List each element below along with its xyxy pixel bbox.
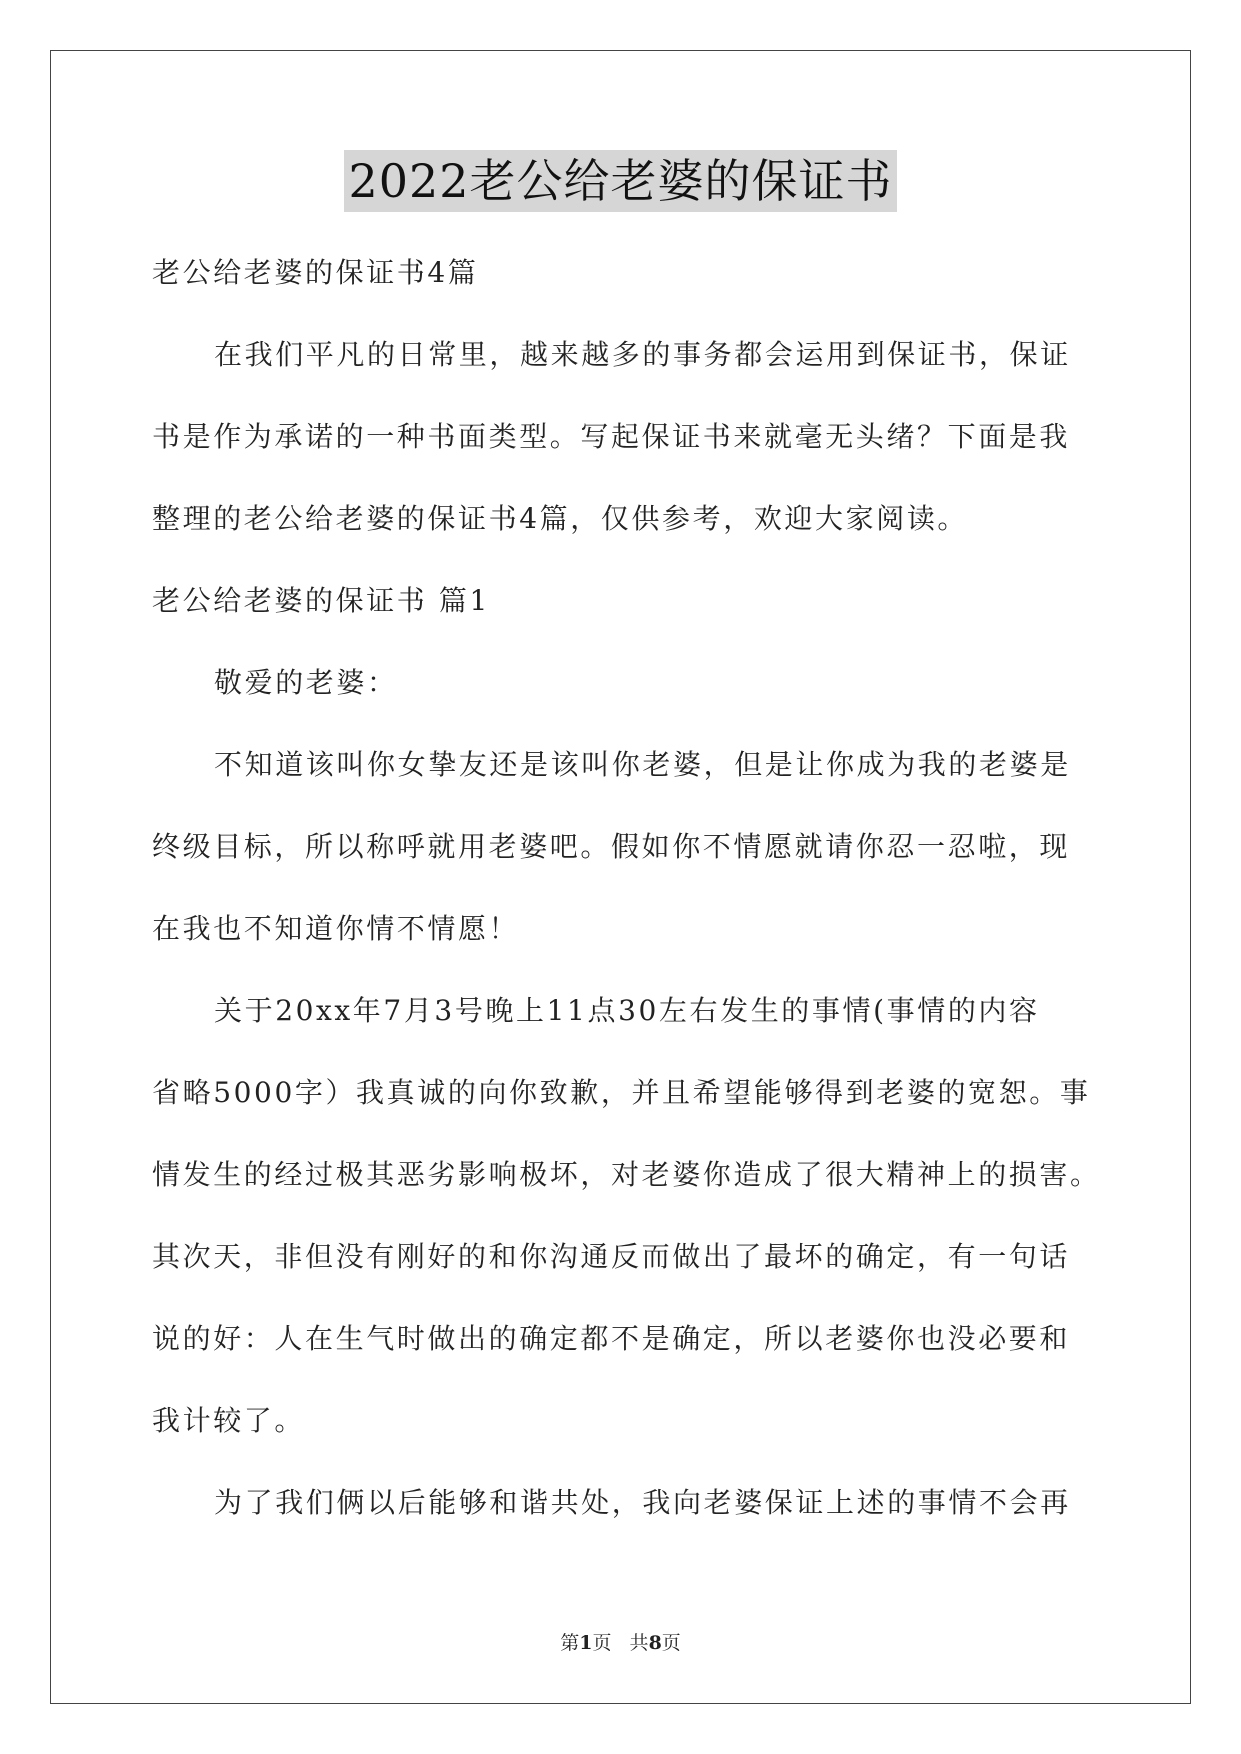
text-line: 为了我们俩以后能够和谐共处，我向老婆保证上述的事情不会再 [214,1486,1071,1519]
salutation: 敬爱的老婆： [214,666,398,699]
page-mid: 页 共 [592,1632,649,1654]
text-line: 终级目标，所以称呼就用老婆吧。假如你不情愿就请你忍一忍啦，现 [152,830,1071,863]
page-footer [0,1628,1241,1655]
text-line: 情发生的经过极其恶劣影响极坏，对老婆你造成了很大精神上的损害。 [152,1158,1101,1191]
section-heading: 老公给老婆的保证书 篇1 [152,584,490,617]
text-line: 书是作为承诺的一种书面类型。写起保证书来就毫无头绪？下面是我 [152,420,1071,453]
page-total: 8 [648,1632,662,1654]
page-current: 1 [579,1632,593,1654]
text-line: 说的好：人在生气时做出的确定都不是确定，所以老婆你也没必要和 [152,1322,1071,1355]
text-line: 在我们平凡的日常里，越来越多的事务都会运用到保证书，保证 [214,338,1071,371]
document-title: 2022老公给老婆的保证书 [344,150,896,212]
text-line: 我计较了。 [152,1404,306,1437]
text-line: 在我也不知道你情不情愿！ [152,912,520,945]
page-suffix: 页 [661,1632,681,1654]
text-line: 省略5000字）我真诚的向你致歉，并且希望能够得到老婆的宽恕。事 [152,1076,1091,1109]
document-body [152,232,1101,1544]
text-line: 关于20xx年7月3号晚上11点30左右发生的事情(事情的内容 [214,994,1040,1027]
title-wrap [0,150,1241,212]
page-prefix: 第 [560,1632,580,1654]
text-line: 老公给老婆的保证书4篇 [152,256,479,289]
text-line: 其次天，非但没有刚好的和你沟通反而做出了最坏的确定，有一句话 [152,1240,1071,1273]
text-line: 不知道该叫你女挚友还是该叫你老婆，但是让你成为我的老婆是 [214,748,1071,781]
text-line: 整理的老公给老婆的保证书4篇，仅供参考，欢迎大家阅读。 [152,502,969,535]
